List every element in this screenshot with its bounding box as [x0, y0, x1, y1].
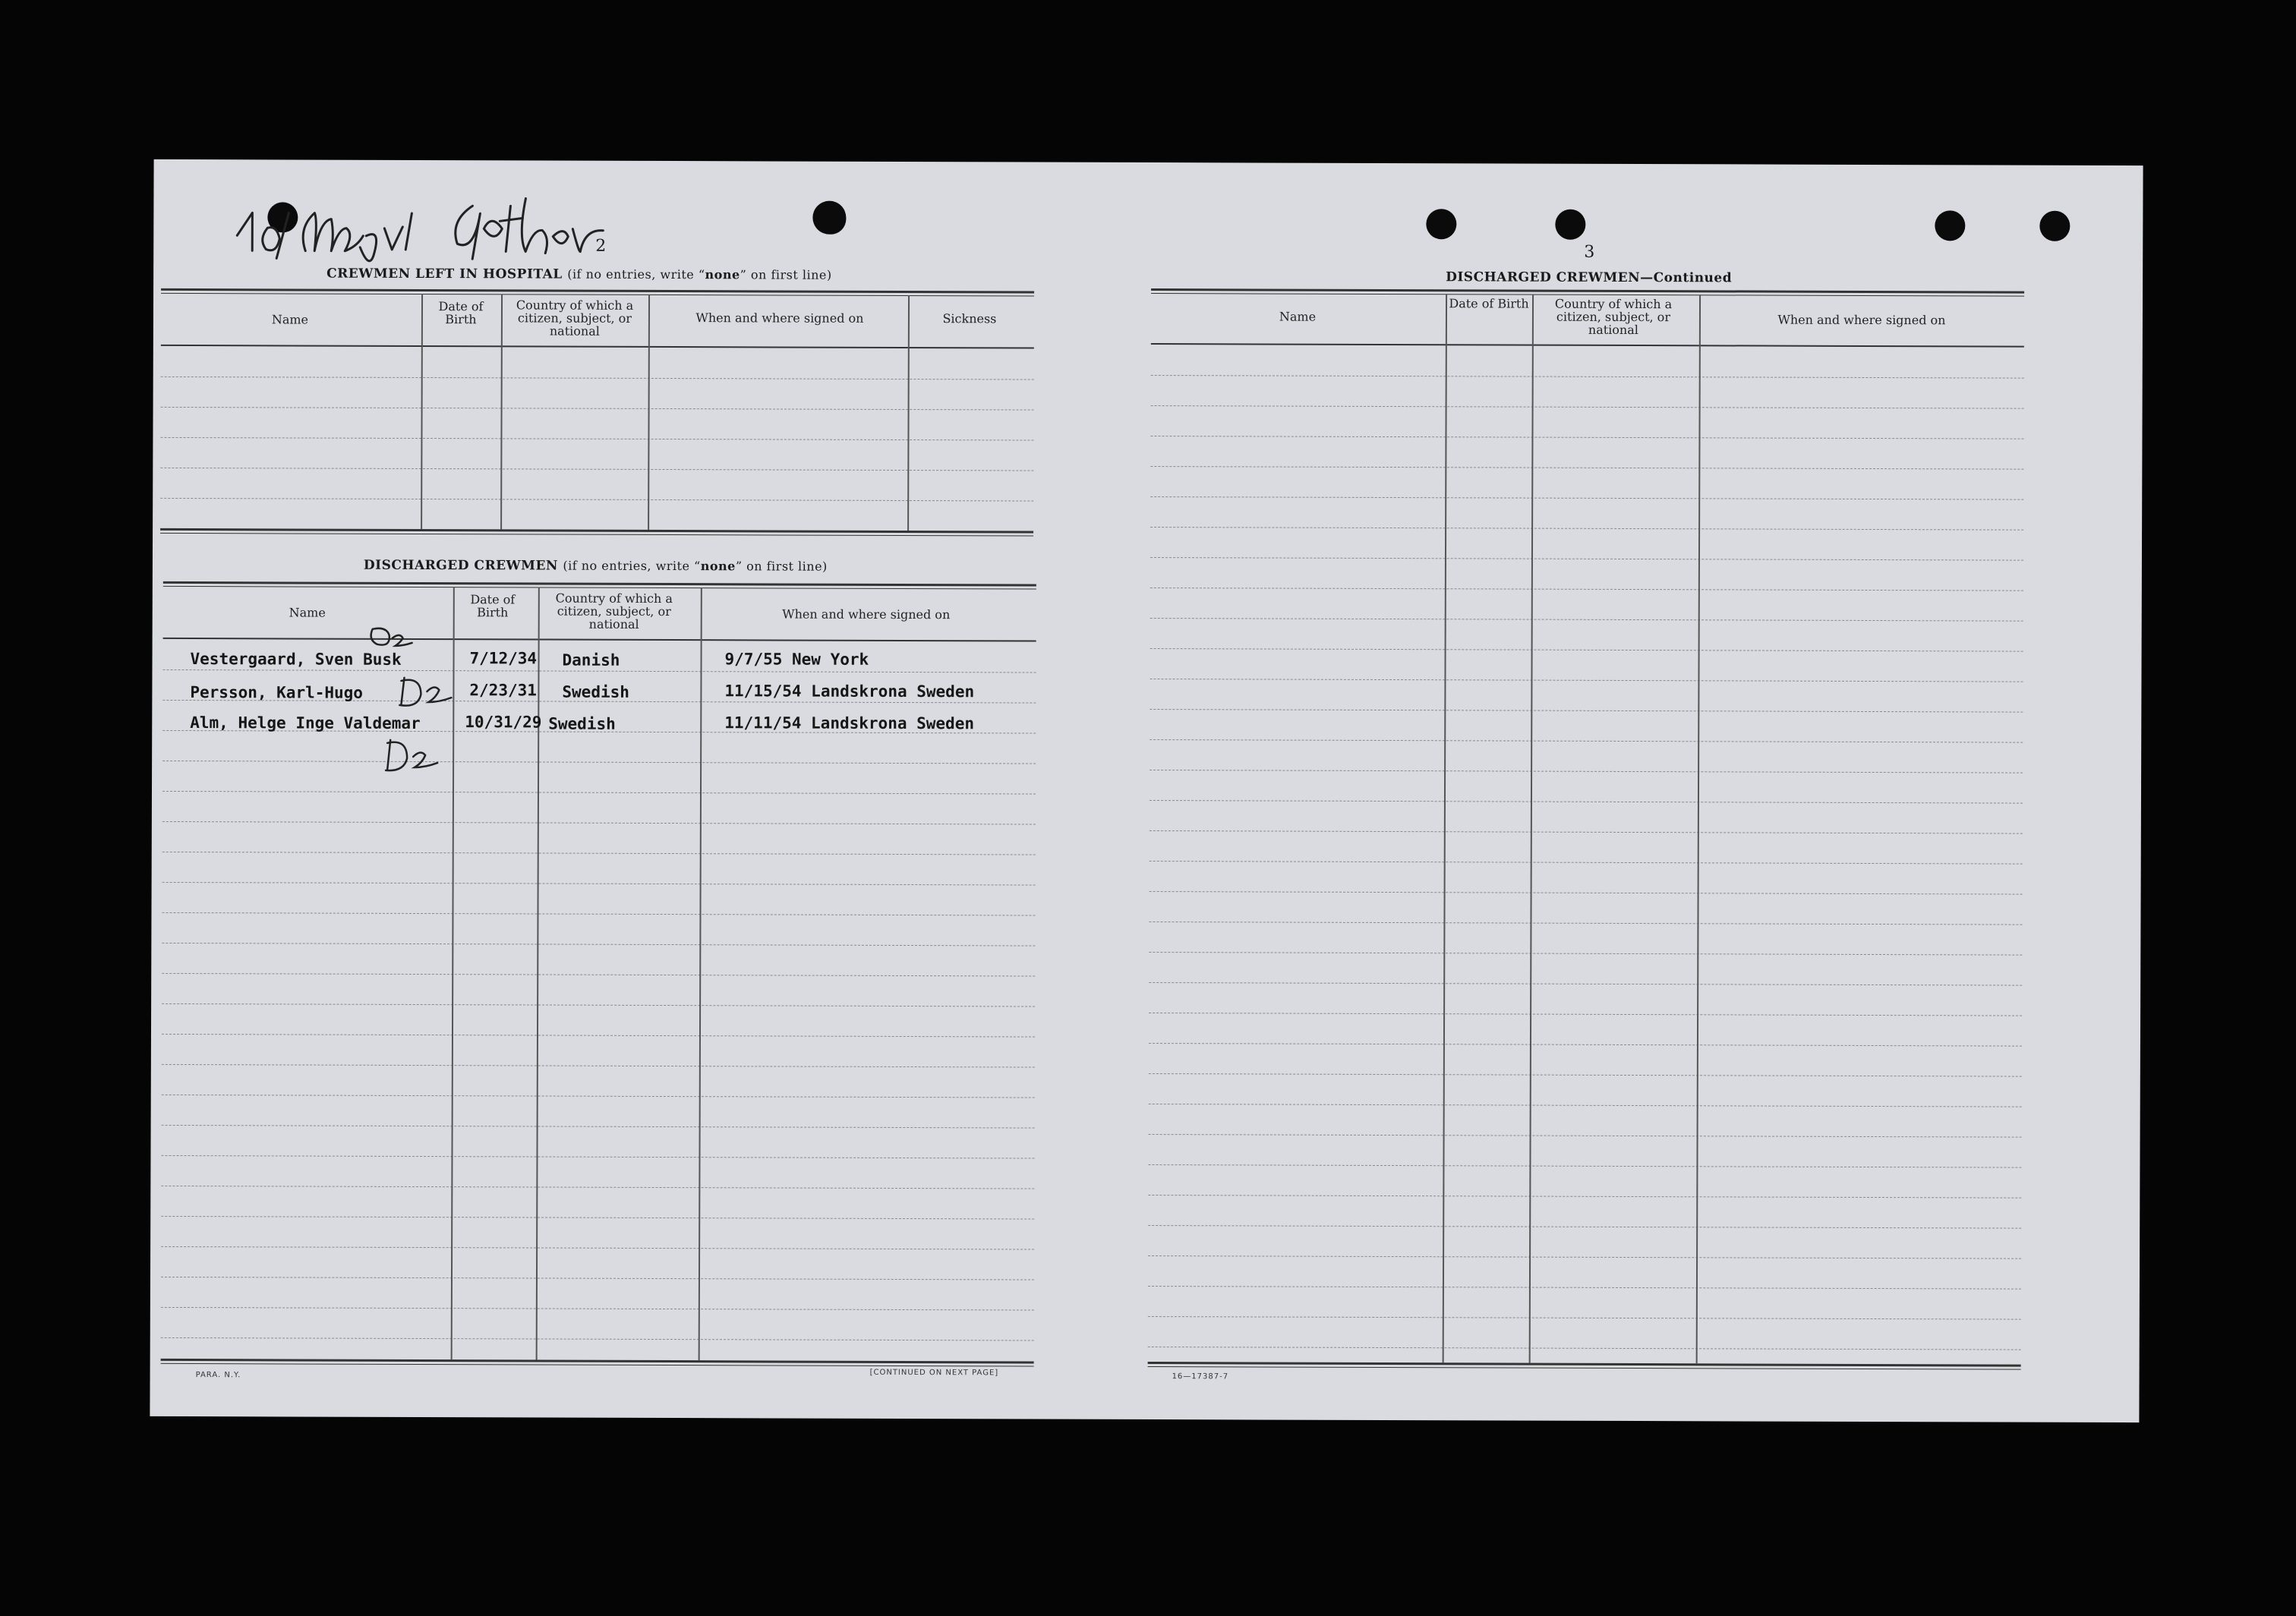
- hospital-divider: [500, 294, 503, 529]
- ruled-line: [162, 912, 1035, 916]
- ruled-line: [1151, 405, 2024, 409]
- handwritten-header-text: 10/8 Margit Gorthon: [222, 182, 231, 184]
- row2-signed: 11/15/54 Landskrona Sweden: [724, 682, 975, 701]
- ruled-line: [161, 376, 1034, 380]
- ruled-line: [1148, 1316, 2021, 1320]
- left-page: [150, 159, 1148, 1419]
- hospital-divider: [648, 295, 650, 530]
- ruled-line: [1149, 1134, 2022, 1138]
- row1-signed: 9/7/55 New York: [724, 650, 869, 669]
- page-number: 3: [1584, 242, 1595, 262]
- ruled-line: [1148, 1255, 2021, 1259]
- ruled-line: [1149, 1043, 2022, 1047]
- continued-col-name: Name: [1279, 309, 1317, 324]
- ruled-line: [1150, 800, 2023, 804]
- ruled-line: [1150, 861, 2023, 865]
- ruled-line: [1149, 982, 2022, 986]
- ruled-line: [1148, 1286, 2021, 1290]
- ruled-line: [1151, 375, 2024, 379]
- continued-bottom-rule: [1148, 1362, 2021, 1370]
- ruled-line: [162, 669, 1036, 673]
- ruled-line: [161, 1307, 1034, 1311]
- form-sheet: [150, 159, 2143, 1422]
- hospital-divider: [421, 294, 423, 529]
- ruled-line: [1150, 830, 2023, 834]
- ruled-line: [162, 791, 1036, 795]
- continued-col-dob: Date of Birth: [1449, 296, 1529, 311]
- punch-hole: [1935, 210, 1965, 241]
- footer-printer: PARA. N.Y.: [195, 1371, 241, 1380]
- handwritten-mark-d2: [380, 734, 448, 776]
- ruled-line: [1150, 739, 2023, 743]
- ruled-line: [1149, 1013, 2022, 1016]
- ruled-line: [162, 852, 1036, 855]
- ruled-line: [161, 1246, 1034, 1250]
- footer-form-number: 16—17387-7: [1172, 1372, 1229, 1381]
- discharged-section-title: DISCHARGED CREWMEN (if no entries, write “none” on first line): [363, 557, 828, 574]
- punch-hole: [812, 201, 846, 235]
- ruled-line: [1150, 618, 2023, 622]
- ruled-line: [162, 973, 1035, 977]
- ruled-line: [1148, 1164, 2021, 1168]
- ruled-line: [161, 1337, 1034, 1341]
- discharged-note: (if no entries, write “none” on first line): [563, 558, 828, 574]
- hospital-col-sickness: Sickness: [942, 311, 997, 326]
- row2-country: Swedish: [562, 682, 629, 701]
- ruled-line: [162, 943, 1035, 947]
- hospital-divider: [907, 295, 910, 531]
- continued-ruled-lines: [1149, 162, 2143, 165]
- row3-dob: 10/31/29: [465, 713, 542, 732]
- row2-name: Persson, Karl-Hugo: [190, 683, 364, 702]
- continued-col-country: Country of which a citizen, subject, or national: [1554, 296, 1673, 338]
- ruled-line: [1149, 1104, 2022, 1107]
- continued-divider: [1696, 295, 1701, 1363]
- hospital-col-signed: When and where signed on: [695, 310, 864, 326]
- ruled-line: [161, 1216, 1034, 1220]
- hospital-note: (if no entries, write “none” on first line): [567, 266, 832, 282]
- page-number: 2: [595, 236, 607, 256]
- row1-dob: 7/12/34: [469, 649, 538, 668]
- ruled-line: [160, 468, 1033, 471]
- ruled-line: [1150, 679, 2023, 682]
- row2-dob: 2/23/31: [469, 681, 537, 700]
- discharged-divider: [699, 587, 702, 1360]
- footer-continued: [CONTINUED ON NEXT PAGE]: [869, 1368, 999, 1378]
- hospital-header-rule: [161, 345, 1034, 349]
- discharged-col-country: Country of which a citizen, subject, or national: [555, 591, 673, 632]
- ruled-line: [1150, 709, 2023, 713]
- handwritten-header: [222, 182, 768, 267]
- continued-divider: [1529, 295, 1534, 1363]
- ruled-line: [1150, 770, 2023, 773]
- hospital-col-dob: Date of Birth: [438, 299, 484, 327]
- ruled-line: [1150, 891, 2023, 895]
- hospital-col-name: Name: [271, 312, 309, 327]
- continued-header-rule: [1151, 343, 2024, 348]
- ruled-line: [1150, 557, 2023, 561]
- ruled-line: [1148, 1225, 2021, 1229]
- row1-country: Danish: [562, 650, 620, 669]
- continued-divider: [1443, 294, 1447, 1362]
- hospital-bottom-rule: [160, 528, 1033, 537]
- discharged-divider: [536, 587, 540, 1359]
- hospital-top-rule: [161, 288, 1034, 297]
- ruled-line: [1150, 527, 2023, 531]
- ruled-line: [161, 1186, 1034, 1189]
- ruled-line: [1148, 1195, 2021, 1199]
- punch-hole: [1426, 209, 1456, 239]
- ruled-line: [160, 437, 1033, 441]
- discharged-continued-title: DISCHARGED CREWMEN—Continued: [1446, 269, 1733, 286]
- discharged-col-signed: When and where signed on: [782, 606, 951, 622]
- row3-name: Alm, Helge Inge Valdemar: [190, 713, 421, 732]
- discharged-top-rule: [163, 581, 1036, 590]
- row3-country: Swedish: [548, 714, 616, 733]
- ruled-line: [162, 1064, 1035, 1068]
- ruled-line: [1150, 496, 2023, 500]
- ruled-line: [1149, 1073, 2022, 1077]
- hospital-section-title: CREWMEN LEFT IN HOSPITAL (if no entries, write “none” on first line): [326, 266, 832, 282]
- row3-signed: 11/11/54 Landskrona Sweden: [724, 713, 975, 733]
- ruled-line: [1150, 648, 2023, 652]
- continued-col-signed: When and where signed on: [1777, 312, 1946, 328]
- ruled-line: [160, 498, 1033, 502]
- continued-top-rule: [1151, 288, 2024, 297]
- ruled-line: [161, 1155, 1034, 1159]
- ruled-line: [1149, 952, 2022, 956]
- row1-name: Vestergaard, Sven Busk: [190, 650, 402, 669]
- right-page: [1144, 162, 2143, 1422]
- ruled-line: [1150, 466, 2023, 470]
- discharged-col-name: Name: [289, 605, 326, 620]
- discharged-col-dob: Date of Birth: [470, 592, 516, 620]
- ruled-line: [1150, 436, 2023, 439]
- ruled-line: [162, 1095, 1035, 1098]
- ruled-line: [1150, 587, 2023, 591]
- punch-hole: [1555, 209, 1585, 240]
- discharged-bottom-rule: [161, 1359, 1034, 1367]
- ruled-line: [162, 1003, 1035, 1007]
- ruled-line: [161, 1277, 1034, 1281]
- ruled-line: [161, 407, 1034, 411]
- discharged-header-rule: [163, 638, 1036, 642]
- ruled-line: [1148, 1347, 2021, 1350]
- punch-hole: [2039, 211, 2070, 241]
- handwritten-mark-d2: [393, 673, 462, 711]
- ruled-line: [162, 761, 1036, 764]
- handwritten-mark-d2: [365, 623, 426, 658]
- ruled-line: [1149, 921, 2022, 925]
- discharged-ruled-lines: [154, 159, 1149, 162]
- hospital-ruled-lines: [154, 159, 1149, 162]
- ruled-line: [162, 821, 1036, 825]
- hospital-col-country: Country of which a citizen, subject, or national: [516, 298, 634, 339]
- ruled-line: [162, 882, 1036, 886]
- ruled-line: [162, 1034, 1035, 1038]
- ruled-line: [162, 1125, 1035, 1129]
